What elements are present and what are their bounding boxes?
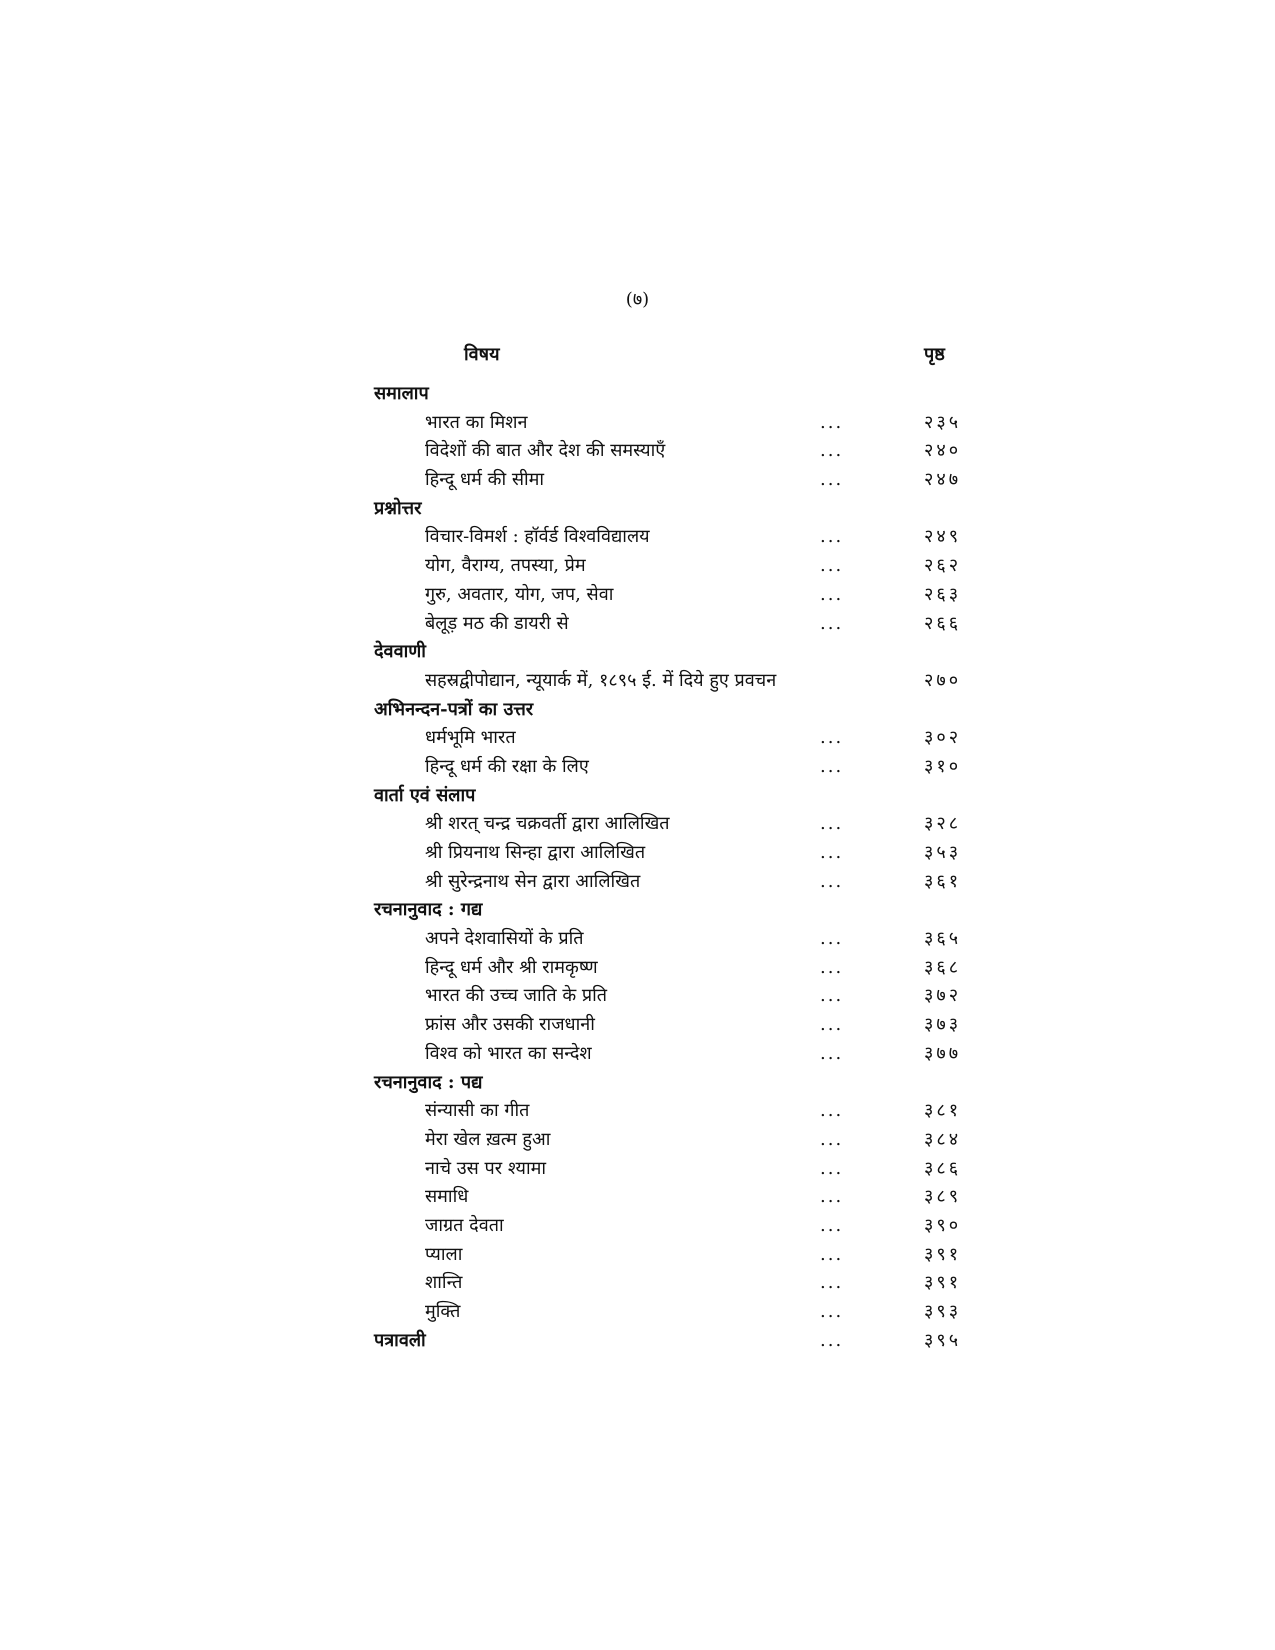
toc-entry <box>0 581 1275 610</box>
toc-entry <box>0 810 1275 839</box>
page-reference: ३०२ <box>924 727 962 749</box>
toc-entry <box>0 1155 1275 1184</box>
page-reference: ३५३ <box>924 842 962 863</box>
table-of-contents <box>0 380 1275 1355</box>
entry-title: हिन्दू धर्म और श्री रामकृष्ण <box>425 956 598 978</box>
leader-dots: ... <box>820 1329 844 1351</box>
toc-entry <box>0 954 1275 983</box>
section-title: रचनानुवाद : गद्य <box>374 899 483 921</box>
toc-entry <box>0 1241 1275 1270</box>
entry-title: शान्ति <box>425 1272 463 1294</box>
leader-dots: ... <box>820 870 844 892</box>
leader-dots: ... <box>820 842 844 863</box>
page-reference: २६३ <box>924 583 962 605</box>
entry-title: विचार-विमर्श : हॉर्वर्ड विश्वविद्यालय <box>425 526 650 548</box>
page-reference: ३६१ <box>924 870 962 892</box>
leader-dots: ... <box>820 1243 844 1265</box>
toc-entry <box>0 753 1275 782</box>
section-title: अभिनन्दन-पत्रों का उत्तर <box>374 698 534 720</box>
toc-entry <box>0 1269 1275 1298</box>
leader-dots: ... <box>820 1014 844 1036</box>
toc-entry <box>0 466 1275 495</box>
page-reference: ३९५ <box>924 1329 962 1351</box>
entry-title: हिन्दू धर्म की रक्षा के लिए <box>425 755 589 777</box>
header-page: पृष्ठ <box>924 344 945 365</box>
toc-entry <box>0 437 1275 466</box>
toc-entry <box>0 1298 1275 1327</box>
page-reference: २६२ <box>924 555 962 577</box>
section-title: पत्रावली <box>374 1329 426 1351</box>
page-reference: ३९० <box>924 1214 962 1236</box>
leader-dots: ... <box>820 1157 844 1179</box>
leader-dots: ... <box>820 755 844 777</box>
toc-entry <box>0 1097 1275 1126</box>
toc-entry <box>0 1126 1275 1155</box>
toc-header <box>0 342 1275 370</box>
leader-dots: ... <box>820 956 844 978</box>
leader-dots: ... <box>820 985 844 1007</box>
toc-section-heading <box>0 1327 1275 1356</box>
entry-title: समाधि <box>425 1186 469 1208</box>
section-title: रचनानुवाद : पद्य <box>374 1071 483 1093</box>
entry-title: श्री प्रियनाथ सिन्हा द्वारा आलिखित <box>425 842 646 863</box>
entry-title: बेलूड़ मठ की डायरी से <box>425 612 569 634</box>
leader-dots: ... <box>820 411 844 433</box>
leader-dots: ... <box>820 928 844 950</box>
entry-title: नाचे उस पर श्यामा <box>425 1157 547 1179</box>
toc-entry <box>0 667 1275 696</box>
section-title: वार्ता एवं संलाप <box>374 784 476 806</box>
toc-entry <box>0 1183 1275 1212</box>
page-reference: २४९ <box>924 526 962 548</box>
leader-dots: ... <box>820 440 844 462</box>
leader-dots: ... <box>820 1214 844 1236</box>
entry-title: श्री सुरेन्द्रनाथ सेन द्वारा आलिखित <box>425 870 641 892</box>
toc-entry <box>0 1212 1275 1241</box>
entry-title: फ्रांस और उसकी राजधानी <box>425 1014 595 1036</box>
entry-title: भारत की उच्च जाति के प्रति <box>425 985 608 1007</box>
leader-dots: ... <box>820 727 844 749</box>
entry-title: मेरा खेल ख़त्म हुआ <box>425 1128 551 1150</box>
page-reference: ३८९ <box>924 1186 962 1208</box>
entry-title: सहस्रद्वीपोद्यान, न्यूयार्क में, १८९५ ई. में दिये हुए प्रवचन <box>425 669 777 691</box>
toc-section-heading <box>0 638 1275 667</box>
toc-section-heading <box>0 696 1275 725</box>
page-reference: ३७३ <box>924 1014 962 1036</box>
toc-section-heading <box>0 1069 1275 1098</box>
leader-dots: ... <box>820 1042 844 1064</box>
page-reference: ३९३ <box>924 1301 962 1322</box>
entry-title: श्री शरत् चन्द्र चक्रवर्ती द्वारा आलिखित <box>425 813 670 835</box>
page-reference: २७० <box>924 669 962 691</box>
page-reference: २४० <box>924 440 962 462</box>
toc-entry <box>0 1040 1275 1069</box>
page-reference: ३८६ <box>924 1157 962 1179</box>
leader-dots: ... <box>820 469 844 491</box>
leader-dots: ... <box>820 583 844 605</box>
entry-title: धर्मभूमि भारत <box>425 727 516 749</box>
page-reference: ३९१ <box>924 1272 962 1294</box>
entry-title: योग, वैराग्य, तपस्या, प्रेम <box>425 555 586 577</box>
entry-title: अपने देशवासियों के प्रति <box>425 928 584 950</box>
toc-entry <box>0 868 1275 897</box>
entry-title: जाग्रत देवता <box>425 1214 504 1236</box>
toc-section-heading <box>0 495 1275 524</box>
page-reference: ३१० <box>924 755 962 777</box>
page-reference: २३५ <box>924 411 962 433</box>
toc-entry <box>0 724 1275 753</box>
header-subject: विषय <box>464 344 500 365</box>
section-title: समालाप <box>374 383 429 404</box>
toc-section-heading <box>0 782 1275 811</box>
page-reference: ३६८ <box>924 956 962 978</box>
entry-title: मुक्ति <box>425 1301 461 1322</box>
toc-section-heading <box>0 896 1275 925</box>
toc-entry <box>0 610 1275 639</box>
toc-entry <box>0 925 1275 954</box>
leader-dots: ... <box>820 1272 844 1294</box>
toc-section-heading <box>0 380 1275 409</box>
leader-dots: ... <box>820 813 844 835</box>
page-reference: २४७ <box>924 469 962 491</box>
entry-title: संन्यासी का गीत <box>425 1100 530 1122</box>
leader-dots: ... <box>820 526 844 548</box>
entry-title: गुरु, अवतार, योग, जप, सेवा <box>425 583 614 605</box>
toc-entry <box>0 1011 1275 1040</box>
page-reference: ३९१ <box>924 1243 962 1265</box>
page-reference: ३२८ <box>924 813 962 835</box>
page-reference: २६६ <box>924 612 962 634</box>
page-reference: ३८४ <box>924 1128 962 1150</box>
leader-dots: ... <box>820 1186 844 1208</box>
entry-title: प्याला <box>425 1243 463 1265</box>
leader-dots: ... <box>820 612 844 634</box>
toc-entry <box>0 839 1275 868</box>
page-reference: ३६५ <box>924 928 962 950</box>
leader-dots: ... <box>820 555 844 577</box>
toc-entry <box>0 982 1275 1011</box>
entry-title: विदेशों की बात और देश की समस्याएँ <box>425 440 666 462</box>
page-reference: ३८१ <box>924 1100 962 1122</box>
entry-title: विश्व को भारत का सन्देश <box>425 1042 592 1064</box>
page-reference: ३७२ <box>924 985 962 1007</box>
entry-title: भारत का मिशन <box>425 411 528 433</box>
toc-entry <box>0 552 1275 581</box>
page-reference: ३७७ <box>924 1042 962 1064</box>
section-title: देववाणी <box>374 641 426 663</box>
toc-entry <box>0 523 1275 552</box>
toc-entry <box>0 409 1275 438</box>
leader-dots: ... <box>820 1128 844 1150</box>
entry-title: हिन्दू धर्म की सीमा <box>425 469 545 491</box>
leader-dots: ... <box>820 1301 844 1322</box>
leader-dots: ... <box>820 1100 844 1122</box>
section-title: प्रश्नोत्तर <box>374 497 422 519</box>
page-number: (७) <box>625 289 650 310</box>
